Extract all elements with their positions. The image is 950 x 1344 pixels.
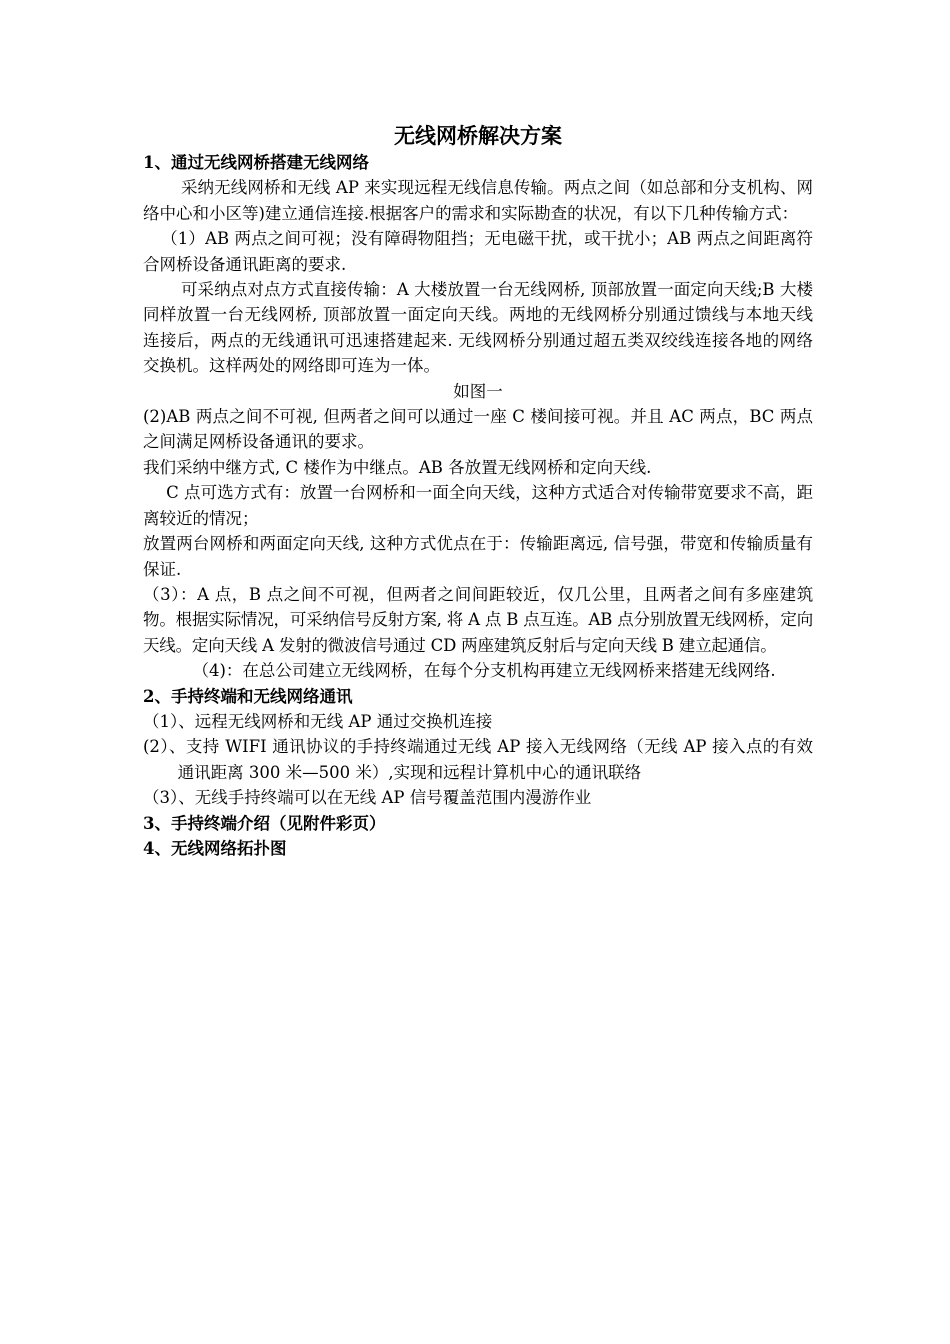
case-1-detail-paragraph: 可采纳点对点方式直接传输：A 大楼放置一台无线网桥, 顶部放置一面定向天线;B 大楼同样放置一台无线网桥, 顶部放置一面定向天线。两地的无线网桥分别通过馈线与本地天线连接后，两点的无线通讯可迅速搭建起来. 无线网桥分别通过超五类双绞线连接各地的网络交换机。这样两处的网络即可连为一体。 — [143, 280, 813, 376]
case-1-paragraph: （1）AB 两点之间可视；没有障碍物阻挡；无电磁干扰，或干扰小；AB 两点之间距离符合网桥设备通讯距离的要求. — [143, 229, 813, 274]
section-3-heading: 3、手持终端介绍（见附件彩页） — [143, 813, 386, 833]
document-page — [143, 122, 813, 861]
case-4-paragraph: （4)：在总公司建立无线网桥，在每个分支机构再建立无线网桥来搭建无线网络. — [192, 661, 776, 681]
case-2-option-2-paragraph: 放置两台网桥和两面定向天线, 这种方式优点在于：传输距离远, 信号强，带宽和传输质量有保证. — [143, 534, 813, 579]
case-2-relay-paragraph: 我们采纳中继方式, C 楼作为中继点。AB 各放置无线网桥和定向天线. — [143, 457, 652, 477]
case-3-paragraph: （3）：A 点，B 点之间不可视，但两者之间间距较近，仅几公里，且两者之间有多座建筑物。根据实际情况，可采纳信号反射方案, 将 A 点 B 点互连。AB 点分别放置无线网桥，定向天线。定向天线 A 发射的微波信号通过 CD 两座建筑反射后与定向天线 B 建立起通信。 — [143, 584, 813, 655]
document-title: 无线网桥解决方案 — [394, 123, 562, 148]
section-2-item-1: （1）、远程无线网桥和无线 AP 通过交换机连接 — [143, 711, 493, 731]
section-1-heading: 1、通过无线网桥搭建无线网络 — [143, 153, 369, 172]
case-2-paragraph: (2)AB 两点之间不可视, 但两者之间可以通过一座 C 楼间接可视。并且 AC 两点，BC 两点之间满足网桥设备通讯的要求。 — [143, 407, 813, 452]
figure-reference: 如图一 — [453, 381, 503, 401]
section-2-item-2: (2）、支持 WIFI 通讯协议的手持终端通过无线 AP 接入无线网络（无线 AP 接入点的有效通讯距离 300 米—500 米）,实现和远程计算机中心的通讯联络 — [143, 737, 813, 782]
section-1-intro: 采纳无线网桥和无线 AP 来实现远程无线信息传输。两点之间（如总部和分支机构、网络中心和小区等)建立通信连接.根据客户的需求和实际勘查的状况，有以下几种传输方式： — [143, 178, 813, 223]
section-2-item-3: （3）、无线手持终端可以在无线 AP 信号覆盖范围内漫游作业 — [143, 788, 592, 808]
case-2-option-1-paragraph: C 点可选方式有：放置一台网桥和一面全向天线，这种方式适合对传输带宽要求不高，距离较近的情况； — [143, 483, 813, 528]
section-2-heading: 2、手持终端和无线网络通讯 — [143, 686, 353, 706]
section-4-heading: 4、无线网络拓扑图 — [143, 838, 287, 858]
